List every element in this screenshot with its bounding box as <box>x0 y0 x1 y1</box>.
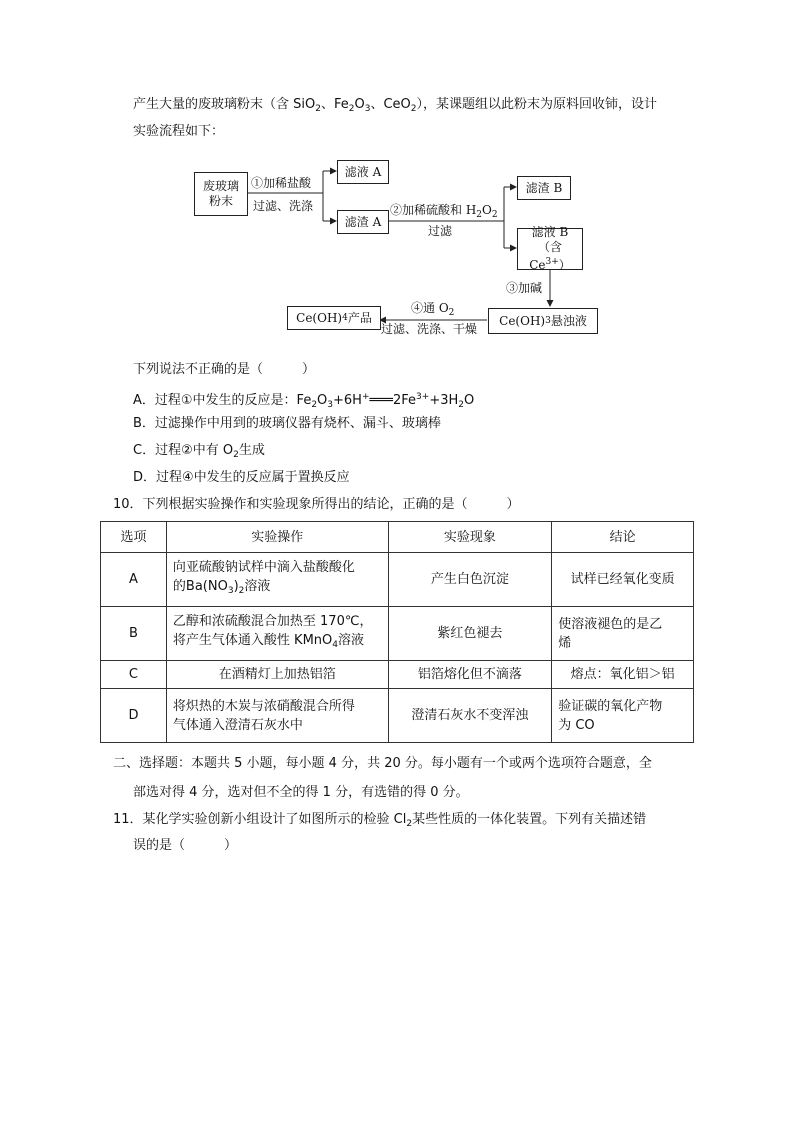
table-cell-phenomenon: 产生白色沉淀 <box>388 553 552 607</box>
flow-step-1-top: ①加稀盐酸 <box>251 176 312 190</box>
flowchart-connectors <box>0 0 794 360</box>
table-header-cell: 实验操作 <box>166 522 388 553</box>
table-cell-operation: 乙醇和浓硫酸混合加热至 170℃， 将产生气体通入酸性 KMnO$_4$溶液 <box>166 607 388 661</box>
table-cell-operation: 在酒精灯上加热铝箔 <box>166 661 388 689</box>
flow-step-1-bottom: 过滤、洗涤 <box>253 199 314 213</box>
table-cell-conclusion: 验证碳的氧化产物 为 CO <box>552 689 694 743</box>
flow-box-filtrate-b: 滤液 B （含 $Ce^{3+}$） <box>517 228 583 270</box>
table-row <box>101 553 694 607</box>
table-cell-conclusion: 试样已经氧化变质 <box>552 553 694 607</box>
flow-box-filtrate-a: 滤液 A <box>337 160 389 184</box>
q9-option-a: A．过程①中发生的反应是：$Fe_2O_3+6H^+═══2Fe^{3+}+3H_2O$ <box>133 392 475 410</box>
section-2-line-1: 二、选择题：本题共 5 小题，每小题 4 分，共 20 分。每小题有一个或两个选项符合题意，全 <box>113 756 652 771</box>
q9-option-c: C．过程②中有 $O_2$生成 <box>133 443 265 460</box>
table-header-cell: 实验现象 <box>388 522 552 553</box>
table-header-row <box>101 522 694 553</box>
flow-step-4-top: ④通 $O_2$ <box>411 301 455 318</box>
flow-box-product: Ce(OH) 4 产品 <box>287 306 381 330</box>
table-cell-conclusion: 使溶液褪色的是乙 烯 <box>552 607 694 661</box>
table-row <box>101 689 694 743</box>
table-cell-conclusion: 熔点：氧化铝＞铝 <box>552 661 694 689</box>
q11-line-1: 11．某化学实验创新小组设计了如图所示的检验 $Cl_2$某些性质的一体化装置。下列有关描述错 <box>113 812 647 829</box>
q9-stem: 下列说法不正确的是（ ） <box>133 362 316 377</box>
table-row <box>101 607 694 661</box>
section-2-line-2: 部选对得 4 分，选对但不全的得 1 分，有选错的得 0 分。 <box>133 785 469 800</box>
flow-step-3: ③加碱 <box>506 281 543 295</box>
q9-option-d: D．过程④中发生的反应属于置换反应 <box>133 470 350 485</box>
table-cell-operation: 将炽热的木炭与浓硝酸混合所得 气体通入澄清石灰水中 <box>166 689 388 743</box>
q10-stem: 10．下列根据实验操作和实验现象所得出的结论，正确的是（ ） <box>113 497 520 512</box>
table-header-cell: 选项 <box>101 522 167 553</box>
intro-line-2: 实验流程如下： <box>133 124 225 139</box>
flow-box-raw: 废玻璃 粉末 <box>194 172 248 216</box>
table-cell-phenomenon: 紫红色褪去 <box>388 607 552 661</box>
flow-box-residue-a: 滤渣 A <box>337 210 389 234</box>
flow-box-residue-b: 滤渣 B <box>517 176 571 200</box>
flow-step-2-top: ②加稀硫酸和 $H_2O_2$ <box>390 203 498 220</box>
q10-table <box>100 521 694 743</box>
table-cell-operation: 向亚硫酸钠试样中滴入盐酸酸化 的$Ba(NO_3)_2$溶液 <box>166 553 388 607</box>
flow-step-2-bottom: 过滤 <box>428 224 453 238</box>
flow-box-suspension: Ce(OH) 3 悬浊液 <box>488 308 598 334</box>
table-cell-phenomenon: 澄清石灰水不变浑浊 <box>388 689 552 743</box>
table-row <box>101 661 694 689</box>
q11-line-2: 误的是（ ） <box>133 838 238 853</box>
flow-step-4-bottom: 过滤、洗涤、干燥 <box>381 322 478 336</box>
intro-line-1: 产生大量的废玻璃粉末（含 SiO$_2$、$Fe_2O_3$、CeO$_2$），某课题组以此粉末为原料回收铈，设计 <box>133 97 657 114</box>
table-cell-option: C <box>101 661 167 689</box>
table-cell-phenomenon: 铝箔熔化但不滴落 <box>388 661 552 689</box>
table-header-cell: 结论 <box>552 522 694 553</box>
table-cell-option: A <box>101 553 167 607</box>
table-cell-option: B <box>101 607 167 661</box>
table-cell-option: D <box>101 689 167 743</box>
q9-option-b: B．过滤操作中用到的玻璃仪器有烧杯、漏斗、玻璃棒 <box>133 416 441 431</box>
